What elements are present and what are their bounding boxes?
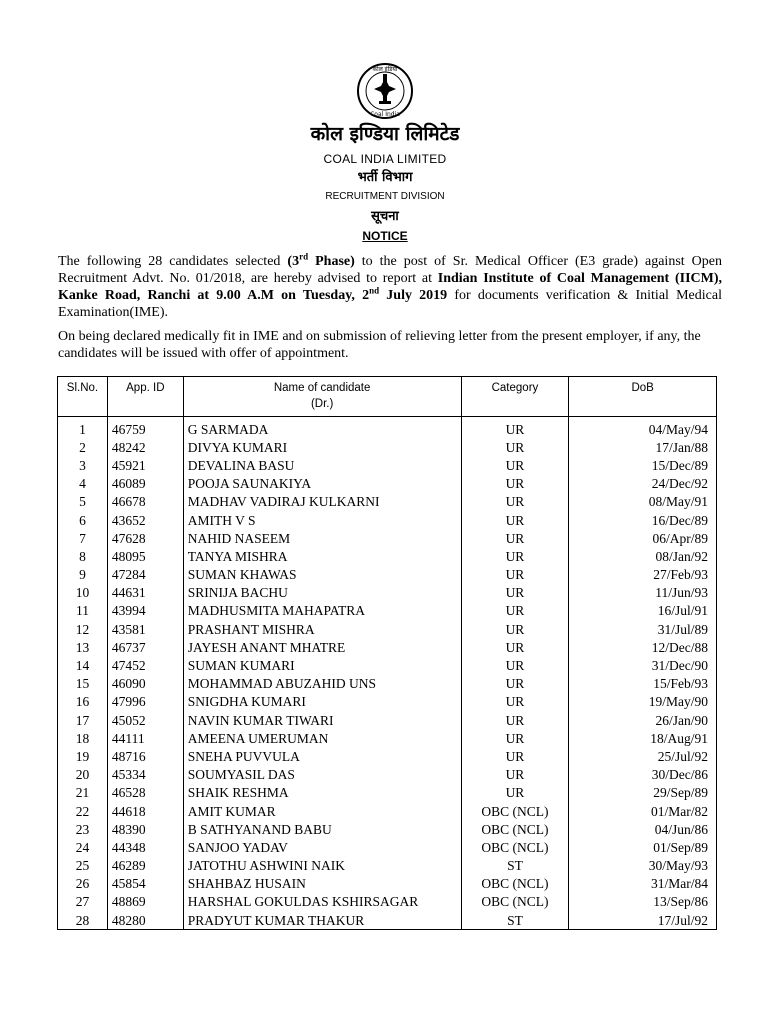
cell-slno: 11 bbox=[58, 602, 108, 620]
table-row bbox=[58, 584, 717, 602]
cell-dob: 04/Jun/86 bbox=[569, 820, 717, 838]
cell-appid: 48716 bbox=[107, 747, 183, 765]
cell-slno: 14 bbox=[58, 656, 108, 674]
cell-dob: 01/Sep/89 bbox=[569, 838, 717, 856]
cell-slno: 28 bbox=[58, 911, 108, 930]
header-dob: DoB bbox=[569, 377, 717, 417]
cell-category: UR bbox=[461, 475, 569, 493]
cell-dob: 15/Dec/89 bbox=[569, 456, 717, 474]
candidates-table bbox=[57, 376, 717, 930]
cell-appid: 46528 bbox=[107, 784, 183, 802]
company-title-hindi: कोल इण्डिया लिमिटेड bbox=[310, 123, 460, 145]
table-row bbox=[58, 693, 717, 711]
cell-name: JAYESH ANANT MHATRE bbox=[183, 638, 461, 656]
company-title: COAL INDIA LIMITED bbox=[323, 152, 447, 166]
table-row bbox=[58, 456, 717, 474]
cell-category: UR bbox=[461, 602, 569, 620]
cell-name: DIVYA KUMARI bbox=[183, 438, 461, 456]
cell-name: DEVALINA BASU bbox=[183, 456, 461, 474]
table-row bbox=[58, 638, 717, 656]
cell-name: AMEENA UMERUMAN bbox=[183, 729, 461, 747]
cell-appid: 43994 bbox=[107, 602, 183, 620]
cell-slno: 20 bbox=[58, 766, 108, 784]
cell-slno: 25 bbox=[58, 857, 108, 875]
cell-slno: 9 bbox=[58, 566, 108, 584]
cell-slno: 12 bbox=[58, 620, 108, 638]
table-row bbox=[58, 493, 717, 511]
table-row bbox=[58, 893, 717, 911]
cell-name: PRADYUT KUMAR THAKUR bbox=[183, 911, 461, 930]
cell-name: SOUMYASIL DAS bbox=[183, 766, 461, 784]
table-row bbox=[58, 438, 717, 456]
cell-appid: 45052 bbox=[107, 711, 183, 729]
cell-dob: 16/Jul/91 bbox=[569, 602, 717, 620]
cell-name: SHAHBAZ HUSAIN bbox=[183, 875, 461, 893]
cell-slno: 5 bbox=[58, 493, 108, 511]
cell-slno: 4 bbox=[58, 475, 108, 493]
notice-paragraph-2: On being declared medically fit in IME and on submission of relieving letter from the present employer, if any, the candidates will be issued with offer of appointment. bbox=[58, 329, 701, 361]
cell-name: B SATHYANAND BABU bbox=[183, 820, 461, 838]
cell-slno: 23 bbox=[58, 820, 108, 838]
cell-name: TANYA MISHRA bbox=[183, 547, 461, 565]
cell-appid: 43652 bbox=[107, 511, 183, 529]
cell-dob: 04/May/94 bbox=[569, 417, 717, 439]
notice-paragraph-1: The following 28 candidates selected (3rd Phase) to the post of Sr. Medical Officer (E3 grade) against Open Recruitment Advt. No. 01/2018, are hereby advised to report at Indian Institute of Coal Management (IICM), Kanke Road, Ranchi at 9.00 A.M on Tuesday, 2nd July 2019 for documents verification & Initial Medical Examination(IME). bbox=[58, 251, 723, 320]
header-name: Name of candidate (Dr.) bbox=[183, 377, 461, 417]
table-row bbox=[58, 620, 717, 638]
cell-appid: 46289 bbox=[107, 857, 183, 875]
cell-dob: 31/Jul/89 bbox=[569, 620, 717, 638]
cell-appid: 45921 bbox=[107, 456, 183, 474]
logo-text-bottom: Coal India bbox=[370, 111, 400, 118]
cell-category: UR bbox=[461, 438, 569, 456]
cell-category: UR bbox=[461, 620, 569, 638]
cell-appid: 43581 bbox=[107, 620, 183, 638]
cell-appid: 47996 bbox=[107, 693, 183, 711]
cell-category: OBC (NCL) bbox=[461, 820, 569, 838]
cell-slno: 19 bbox=[58, 747, 108, 765]
cell-dob: 25/Jul/92 bbox=[569, 747, 717, 765]
cell-category: UR bbox=[461, 547, 569, 565]
header-slno: Sl.No. bbox=[58, 377, 108, 417]
cell-category: UR bbox=[461, 711, 569, 729]
notice-hindi: सूचना bbox=[371, 209, 399, 224]
cell-category: UR bbox=[461, 511, 569, 529]
cell-category: UR bbox=[461, 747, 569, 765]
cell-category: UR bbox=[461, 417, 569, 439]
table-row bbox=[58, 566, 717, 584]
cell-dob: 08/May/91 bbox=[569, 493, 717, 511]
cell-dob: 08/Jan/92 bbox=[569, 547, 717, 565]
cell-appid: 47628 bbox=[107, 529, 183, 547]
cell-appid: 46090 bbox=[107, 675, 183, 693]
table-row bbox=[58, 747, 717, 765]
cell-appid: 45854 bbox=[107, 875, 183, 893]
table-row bbox=[58, 417, 717, 439]
cell-name: NAVIN KUMAR TIWARI bbox=[183, 711, 461, 729]
cell-dob: 06/Apr/89 bbox=[569, 529, 717, 547]
cell-category: UR bbox=[461, 675, 569, 693]
table-row bbox=[58, 547, 717, 565]
table-row bbox=[58, 675, 717, 693]
cell-slno: 22 bbox=[58, 802, 108, 820]
cell-appid: 44111 bbox=[107, 729, 183, 747]
cell-appid: 46089 bbox=[107, 475, 183, 493]
cell-category: UR bbox=[461, 493, 569, 511]
cell-dob: 12/Dec/88 bbox=[569, 638, 717, 656]
cell-name: AMITH V S bbox=[183, 511, 461, 529]
cell-appid: 46678 bbox=[107, 493, 183, 511]
cell-name: POOJA SAUNAKIYA bbox=[183, 475, 461, 493]
cell-dob: 24/Dec/92 bbox=[569, 475, 717, 493]
table-row bbox=[58, 656, 717, 674]
cell-category: UR bbox=[461, 456, 569, 474]
table-row bbox=[58, 766, 717, 784]
cell-slno: 2 bbox=[58, 438, 108, 456]
table-row bbox=[58, 838, 717, 856]
cell-name: HARSHAL GOKULDAS KSHIRSAGAR bbox=[183, 893, 461, 911]
cell-appid: 48242 bbox=[107, 438, 183, 456]
cell-slno: 3 bbox=[58, 456, 108, 474]
cell-dob: 11/Jun/93 bbox=[569, 584, 717, 602]
cell-appid: 46759 bbox=[107, 417, 183, 439]
cell-category: UR bbox=[461, 566, 569, 584]
cell-dob: 19/May/90 bbox=[569, 693, 717, 711]
division-title: RECRUITMENT DIVISION bbox=[325, 191, 445, 202]
cell-name: JATOTHU ASHWINI NAIK bbox=[183, 857, 461, 875]
cell-name: MOHAMMAD ABUZAHID UNS bbox=[183, 675, 461, 693]
cell-appid: 48390 bbox=[107, 820, 183, 838]
cell-appid: 44348 bbox=[107, 838, 183, 856]
cell-appid: 47284 bbox=[107, 566, 183, 584]
table-row bbox=[58, 911, 717, 930]
cell-name: SANJOO YADAV bbox=[183, 838, 461, 856]
cell-appid: 48095 bbox=[107, 547, 183, 565]
cell-name: SUMAN KHAWAS bbox=[183, 566, 461, 584]
table-row bbox=[58, 729, 717, 747]
cell-slno: 26 bbox=[58, 875, 108, 893]
cell-name: PRASHANT MISHRA bbox=[183, 620, 461, 638]
cell-name: SHAIK RESHMA bbox=[183, 784, 461, 802]
table-row bbox=[58, 820, 717, 838]
table-header-row bbox=[58, 377, 717, 417]
cell-appid: 48280 bbox=[107, 911, 183, 930]
cell-category: UR bbox=[461, 584, 569, 602]
cell-name: SRINIJA BACHU bbox=[183, 584, 461, 602]
table-row bbox=[58, 529, 717, 547]
header-category: Category bbox=[461, 377, 569, 417]
cell-category: UR bbox=[461, 638, 569, 656]
cell-dob: 29/Sep/89 bbox=[569, 784, 717, 802]
cell-slno: 1 bbox=[58, 417, 108, 439]
cell-appid: 47452 bbox=[107, 656, 183, 674]
cell-slno: 24 bbox=[58, 838, 108, 856]
cell-name: AMIT KUMAR bbox=[183, 802, 461, 820]
table-row bbox=[58, 857, 717, 875]
cell-dob: 30/Dec/86 bbox=[569, 766, 717, 784]
cell-dob: 30/May/93 bbox=[569, 857, 717, 875]
cell-dob: 31/Mar/84 bbox=[569, 875, 717, 893]
cell-slno: 7 bbox=[58, 529, 108, 547]
cell-slno: 17 bbox=[58, 711, 108, 729]
cell-dob: 18/Aug/91 bbox=[569, 729, 717, 747]
table-row bbox=[58, 475, 717, 493]
cell-slno: 13 bbox=[58, 638, 108, 656]
cell-category: UR bbox=[461, 729, 569, 747]
cell-dob: 27/Feb/93 bbox=[569, 566, 717, 584]
cell-category: UR bbox=[461, 693, 569, 711]
table-row bbox=[58, 711, 717, 729]
table-row bbox=[58, 784, 717, 802]
logo-text-top: कोल इंडिया bbox=[372, 66, 398, 73]
cell-dob: 31/Dec/90 bbox=[569, 656, 717, 674]
table-row bbox=[58, 802, 717, 820]
table-row bbox=[58, 511, 717, 529]
cell-dob: 16/Dec/89 bbox=[569, 511, 717, 529]
cell-appid: 48869 bbox=[107, 893, 183, 911]
table-row bbox=[58, 602, 717, 620]
cell-slno: 16 bbox=[58, 693, 108, 711]
cell-dob: 17/Jul/92 bbox=[569, 911, 717, 930]
cell-appid: 44631 bbox=[107, 584, 183, 602]
cell-name: SNEHA PUVVULA bbox=[183, 747, 461, 765]
cell-name: SUMAN KUMARI bbox=[183, 656, 461, 674]
notice-heading: NOTICE bbox=[362, 229, 408, 243]
header-appid: App. ID bbox=[107, 377, 183, 417]
table-row bbox=[58, 875, 717, 893]
cell-slno: 10 bbox=[58, 584, 108, 602]
cell-name: SNIGDHA KUMARI bbox=[183, 693, 461, 711]
cell-category: OBC (NCL) bbox=[461, 802, 569, 820]
cell-category: UR bbox=[461, 784, 569, 802]
cell-slno: 21 bbox=[58, 784, 108, 802]
cell-appid: 44618 bbox=[107, 802, 183, 820]
cell-category: OBC (NCL) bbox=[461, 893, 569, 911]
cell-appid: 46737 bbox=[107, 638, 183, 656]
cell-name: MADHAV VADIRAJ KULKARNI bbox=[183, 493, 461, 511]
cell-name: G SARMADA bbox=[183, 417, 461, 439]
coal-india-logo bbox=[356, 62, 414, 120]
cell-dob: 15/Feb/93 bbox=[569, 675, 717, 693]
cell-slno: 27 bbox=[58, 893, 108, 911]
cell-category: UR bbox=[461, 656, 569, 674]
cell-dob: 01/Mar/82 bbox=[569, 802, 717, 820]
cell-dob: 17/Jan/88 bbox=[569, 438, 717, 456]
cell-slno: 18 bbox=[58, 729, 108, 747]
cell-slno: 8 bbox=[58, 547, 108, 565]
cell-category: OBC (NCL) bbox=[461, 838, 569, 856]
cell-dob: 26/Jan/90 bbox=[569, 711, 717, 729]
cell-slno: 15 bbox=[58, 675, 108, 693]
cell-category: UR bbox=[461, 766, 569, 784]
cell-name: MADHUSMITA MAHAPATRA bbox=[183, 602, 461, 620]
cell-category: ST bbox=[461, 911, 569, 930]
cell-category: UR bbox=[461, 529, 569, 547]
cell-dob: 13/Sep/86 bbox=[569, 893, 717, 911]
cell-category: OBC (NCL) bbox=[461, 875, 569, 893]
division-hindi: भर्ती विभाग bbox=[357, 170, 413, 185]
cell-category: ST bbox=[461, 857, 569, 875]
cell-appid: 45334 bbox=[107, 766, 183, 784]
cell-name: NAHID NASEEM bbox=[183, 529, 461, 547]
cell-slno: 6 bbox=[58, 511, 108, 529]
